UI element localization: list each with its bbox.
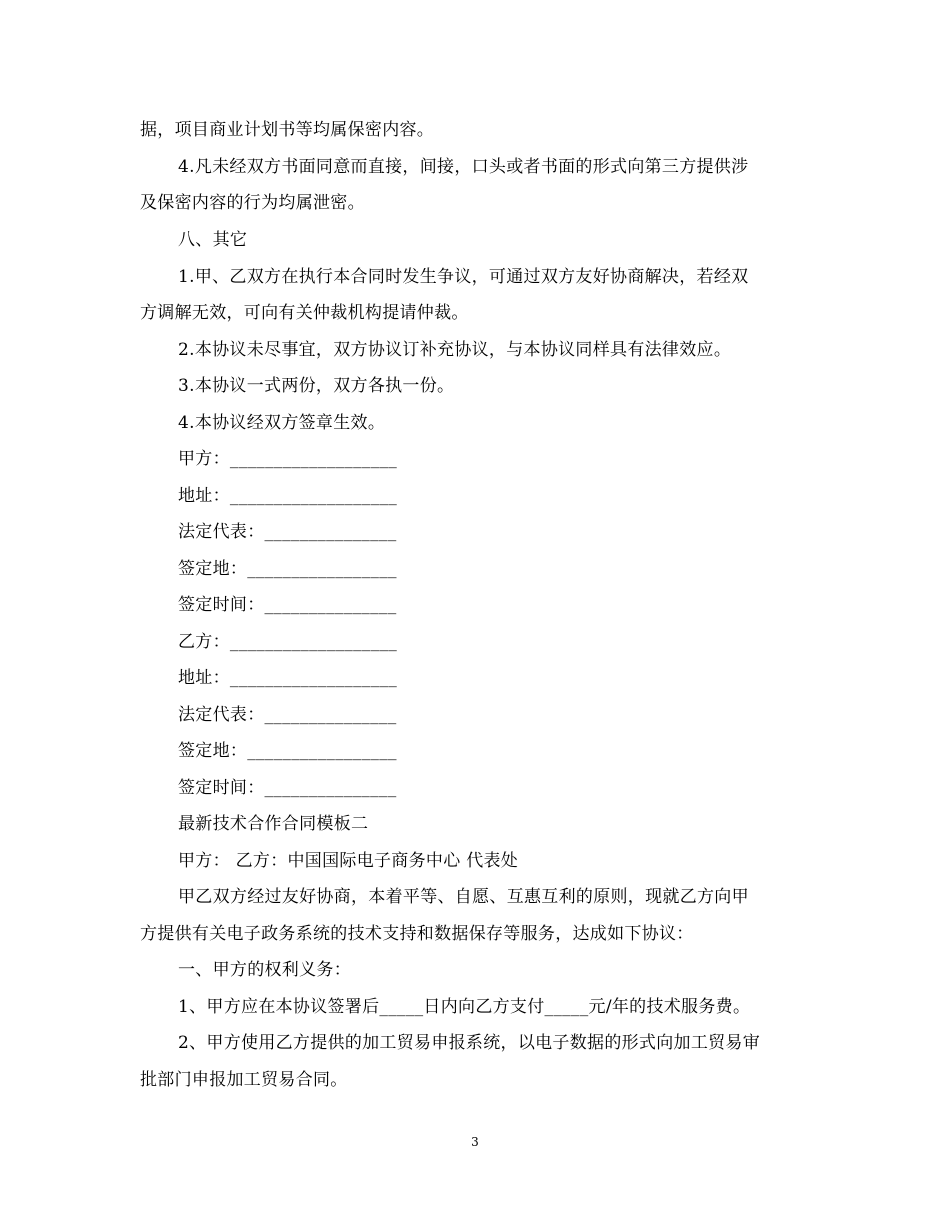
signature-field: 签定地：_________________	[178, 559, 397, 579]
page-number: 3	[471, 1135, 479, 1149]
paragraph-line: 甲方： 乙方：中国国际电子商务中心 代表处	[178, 851, 519, 871]
signature-field: 甲方：___________________	[178, 449, 398, 469]
signature-field: 地址：___________________	[178, 668, 398, 688]
signature-field: 乙方：___________________	[178, 632, 398, 652]
paragraph-line: 3.本协议一式两份，双方各执一份。	[178, 376, 455, 396]
paragraph-line: 4.本协议经双方签章生效。	[178, 413, 386, 433]
paragraph-line: 1.甲、乙双方在执行本合同时发生争议，可通过双方友好协商解决，若经双	[178, 267, 749, 287]
paragraph-line: 甲乙双方经过友好协商，本着平等、自愿、互惠互利的原则，现就乙方向甲	[178, 887, 749, 907]
section-heading: 一、甲方的权利义务：	[178, 960, 351, 980]
paragraph-line: 1、甲方应在本协议签署后_____日内向乙方支付_____元/年的技术服务费。	[178, 997, 751, 1017]
paragraph-line: 批部门申报加工贸易合同。	[140, 1070, 348, 1090]
signature-field: 签定地：_________________	[178, 741, 397, 761]
signature-field: 法定代表：_______________	[178, 522, 397, 542]
paragraph-line: 2.本协议未尽事宜，双方协议订补充协议，与本协议同样具有法律效应。	[178, 340, 732, 360]
signature-field: 签定时间：_______________	[178, 595, 397, 615]
paragraph-line: 4.凡未经双方书面同意而直接，间接，口头或者书面的形式向第三方提供涉	[178, 157, 749, 177]
paragraph-line: 2、甲方使用乙方提供的加工贸易申报系统，以电子数据的形式向加工贸易审	[178, 1033, 761, 1053]
signature-field: 法定代表：_______________	[178, 705, 397, 725]
section-heading: 八、其它	[178, 230, 248, 250]
signature-field: 地址：___________________	[178, 486, 398, 506]
signature-field: 签定时间：_______________	[178, 778, 397, 798]
paragraph-line: 据，项目商业计划书等均属保密内容。	[140, 120, 435, 140]
paragraph-line: 方提供有关电子政务系统的技术支持和数据保存等服务，达成如下协议：	[140, 924, 694, 944]
section-heading: 最新技术合作合同模板二	[178, 814, 369, 834]
paragraph-line: 及保密内容的行为均属泄密。	[140, 193, 365, 213]
paragraph-line: 方调解无效，可向有关仲裁机构提请仲裁。	[140, 303, 469, 323]
